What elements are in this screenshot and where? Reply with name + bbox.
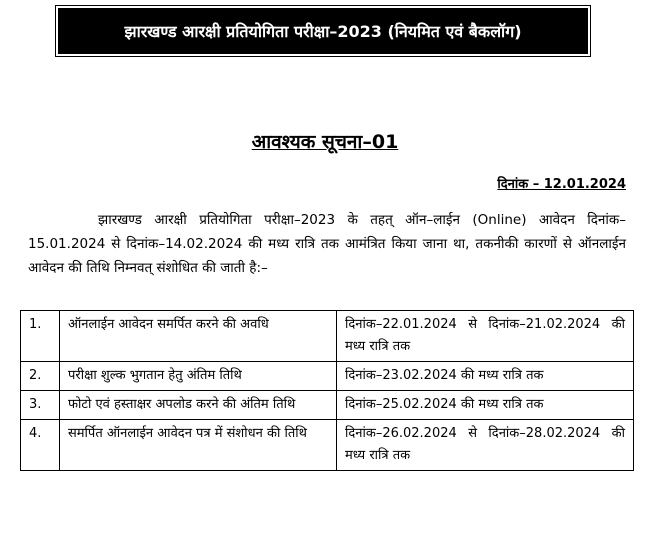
- row-description: ऑनलाईन आवेदन समर्पित करने की अवधि: [60, 311, 337, 362]
- notice-date: दिनांक – 12.01.2024: [497, 177, 626, 192]
- row-period: दिनांक–22.01.2024 से दिनांक–21.02.2024 की मध्य रात्रि तक: [337, 311, 634, 362]
- row-number: 2.: [21, 362, 60, 391]
- row-description: फोटो एवं हस्ताक्षर अपलोड करने की अंतिम तिथि: [60, 391, 337, 420]
- row-period: दिनांक–25.02.2024 की मध्य रात्रि तक: [337, 391, 634, 420]
- row-description: परीक्षा शुल्क भुगतान हेतु अंतिम तिथि: [60, 362, 337, 391]
- table-row: [21, 311, 634, 362]
- row-number: 3.: [21, 391, 60, 420]
- row-number: 4.: [21, 420, 60, 471]
- notice-title: [0, 128, 650, 154]
- row-number: 1.: [21, 311, 60, 362]
- row-description: समर्पित ऑनलाईन आवेदन पत्र में संशोधन की तिथि: [60, 420, 337, 471]
- notice-title-text: आवश्यक सूचना–01: [251, 131, 399, 153]
- row-period: दिनांक–26.02.2024 से दिनांक–28.02.2024 की मध्य रात्रि तक: [337, 420, 634, 471]
- table-row: [21, 391, 634, 420]
- paragraph-text: झारखण्ड आरक्षी प्रतियोगिता परीक्षा–2023 के तहत् ऑन–लाईन (Online) आवेदन दिनांक–15.01.2024 से दिनांक–14.02.2024 की मध्य रात्रि तक आमंत्रित किया जाना था, तकनीकी कारणों से ऑनलाईन आवेदन की तिथि निम्नवत् संशोधित की जाती है:–: [28, 212, 626, 276]
- notice-paragraph: [28, 208, 626, 280]
- schedule-table: [20, 310, 634, 471]
- header-title: झारखण्ड आरक्षी प्रतियोगिता परीक्षा–2023 (नियमित एवं बैकलॉग): [124, 22, 522, 41]
- document-header: [58, 8, 588, 54]
- row-period: दिनांक–23.02.2024 की मध्य रात्रि तक: [337, 362, 634, 391]
- table-row: [21, 362, 634, 391]
- table-row: [21, 420, 634, 471]
